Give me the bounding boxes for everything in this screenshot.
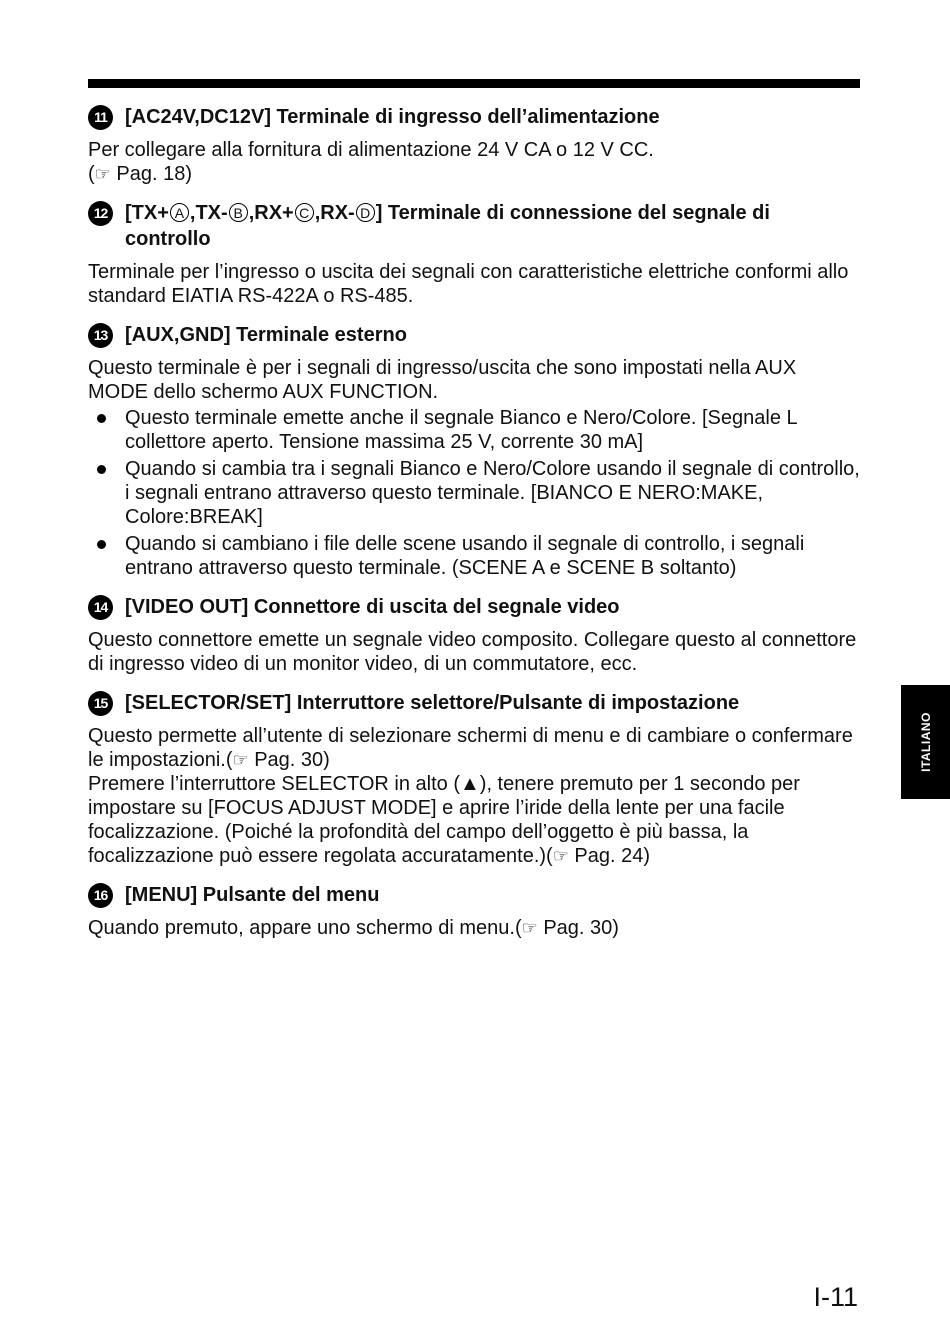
section-body: Questo permette all’utente di selezionare schermi di menu e di cambiare o confermare le impostazioni.(☞ Pag. 30) Premere l’interruttore SELECTOR in alto (▲), tenere premuto per 1 secondo per impostare su [FOCUS ADJUST MODE] e aprire l’iride della lente per una facile focalizzazione. (Poiché la profondità del campo dell’oggetto è più bassa, la focalizzazione può essere regolata accuratamente.)(☞ Pag. 24) bbox=[88, 725, 853, 867]
section-heading bbox=[88, 200, 860, 252]
section-13 bbox=[88, 322, 860, 580]
page-reference: Pag. 30 bbox=[543, 917, 613, 939]
number-badge: 15 bbox=[88, 691, 113, 716]
section-title: [VIDEO OUT] Connettore di uscita del segnale video bbox=[125, 596, 620, 618]
language-tab-label: ITALIANO bbox=[918, 712, 933, 772]
list-item-text: Quando si cambia tra i segnali Bianco e Nero/Colore usando il segnale di controllo, i segnali entrano attraverso questo terminale. [BIANCO E NERO:MAKE, Colore:BREAK] bbox=[125, 458, 860, 528]
page-content bbox=[88, 104, 860, 954]
number-badge: 11 bbox=[88, 105, 113, 130]
section-body: Questo terminale è per i segnali di ingresso/uscita che sono impostati nella AUX MODE dello schermo AUX FUNCTION. bbox=[88, 357, 797, 403]
section-15 bbox=[88, 690, 860, 868]
hand-pointer-icon: ☞ bbox=[94, 164, 111, 184]
section-heading bbox=[88, 104, 860, 130]
circled-c-icon: C bbox=[295, 203, 314, 222]
section-16 bbox=[88, 882, 860, 940]
section-body: Terminale per l’ingresso o uscita dei segnali con caratteristiche elettriche conformi allo standard EIATIA RS-422A o RS-485. bbox=[88, 261, 849, 307]
section-14 bbox=[88, 594, 860, 676]
section-heading bbox=[88, 594, 860, 620]
bullet-icon bbox=[97, 465, 106, 474]
hand-pointer-icon: ☞ bbox=[232, 750, 249, 770]
title-part: ,TX- bbox=[189, 202, 228, 224]
list-item bbox=[88, 532, 860, 580]
section-heading bbox=[88, 690, 860, 716]
section-heading bbox=[88, 322, 860, 348]
section-body: Per collegare alla fornitura di alimentazione 24 V CA o 12 V CC. (☞ Pag. 18) bbox=[88, 139, 654, 185]
list-item bbox=[88, 406, 860, 454]
bullet-icon bbox=[97, 540, 106, 549]
page-reference: Pag. 30 bbox=[254, 749, 324, 771]
body-text: Per collegare alla fornitura di alimentazione 24 V CA o 12 V CC. bbox=[88, 139, 654, 161]
title-part: [TX+ bbox=[125, 202, 169, 224]
title-part: ,RX- bbox=[314, 202, 355, 224]
section-12 bbox=[88, 200, 860, 308]
body-text: Premere l’interruttore SELECTOR in alto ( bbox=[88, 773, 460, 795]
body-text: Questo permette all’utente di selezionare schermi di menu e di cambiare o confermare le impostazioni. bbox=[88, 725, 853, 771]
hand-pointer-icon: ☞ bbox=[521, 918, 538, 938]
title-part: ,RX+ bbox=[248, 202, 294, 224]
bullet-icon bbox=[97, 414, 106, 423]
circled-d-icon: D bbox=[356, 203, 375, 222]
page-reference: Pag. 24 bbox=[574, 845, 644, 867]
language-tab bbox=[901, 685, 950, 799]
circled-b-icon: B bbox=[229, 203, 248, 222]
body-text: ), tenere premuto per 1 secondo per impostare su [FOCUS ADJUST MODE] e aprire l’iride della lente per una facile focalizzazione. (Poiché la profondità del campo dell’oggetto è più bassa, la focalizzazione può essere regolata accuratamente.) bbox=[88, 773, 800, 867]
section-title: [SELECTOR/SET] Interruttore selettore/Pulsante di impostazione bbox=[125, 692, 740, 714]
top-rule bbox=[88, 79, 860, 88]
circled-a-icon: A bbox=[170, 203, 189, 222]
section-title: [AC24V,DC12V] Terminale di ingresso dell’alimentazione bbox=[125, 106, 660, 128]
section-title: [AUX,GND] Terminale esterno bbox=[125, 324, 407, 346]
bullet-list bbox=[88, 406, 860, 580]
section-11 bbox=[88, 104, 860, 186]
up-triangle-icon: ▲ bbox=[459, 773, 480, 795]
section-heading bbox=[88, 882, 860, 908]
number-badge: 13 bbox=[88, 323, 113, 348]
section-title: [MENU] Pulsante del menu bbox=[125, 884, 380, 906]
list-item-text: Questo terminale emette anche il segnale Bianco e Nero/Colore. [Segnale L collettore aperto. Tensione massima 25 V, corrente 30 mA] bbox=[125, 407, 797, 453]
list-item bbox=[88, 457, 860, 529]
section-body: Quando premuto, appare uno schermo di menu.(☞ Pag. 30) bbox=[88, 917, 619, 939]
hand-pointer-icon: ☞ bbox=[552, 846, 569, 866]
body-text: Quando premuto, appare uno schermo di menu. bbox=[88, 917, 515, 939]
list-item-text: Quando si cambiano i file delle scene usando il segnale di controllo, i segnali entrano attraverso questo terminale. (SCENE A e SCENE B soltanto) bbox=[125, 533, 805, 579]
number-badge: 14 bbox=[88, 595, 113, 620]
page-number: I-11 bbox=[813, 1282, 858, 1312]
number-badge: 16 bbox=[88, 883, 113, 908]
number-badge: 12 bbox=[88, 201, 113, 226]
section-body: Questo connettore emette un segnale video composito. Collegare questo al connettore di ingresso video di un monitor video, di un commutatore, ecc. bbox=[88, 629, 857, 675]
title-part: ] Terminale di connessione del segnale di controllo bbox=[125, 202, 770, 250]
page-reference: Pag. 18 bbox=[116, 163, 186, 185]
